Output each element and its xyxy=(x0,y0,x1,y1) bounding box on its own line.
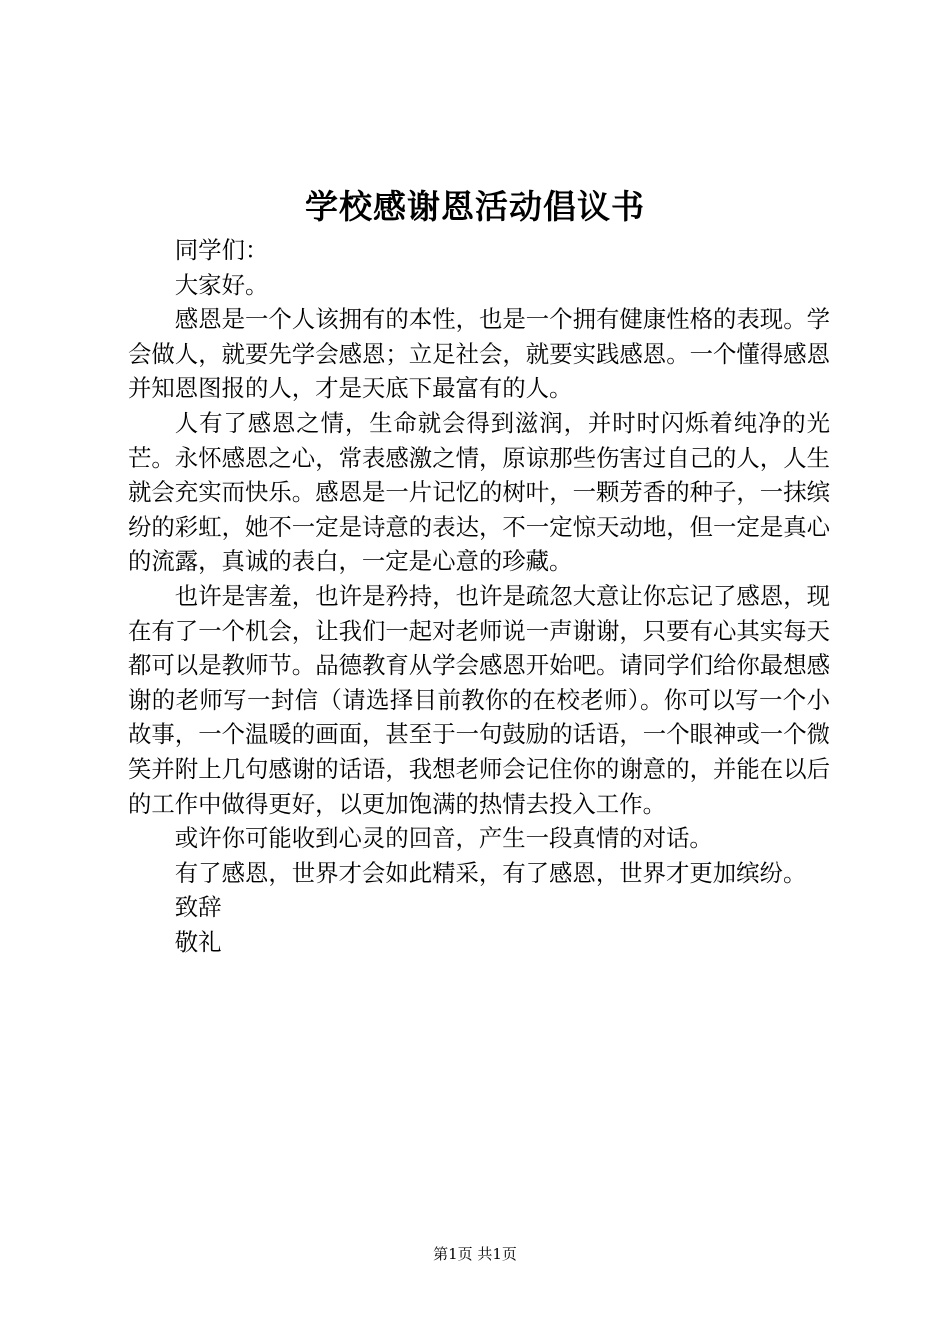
document-body xyxy=(128,233,830,959)
page-number: 第1页 xyxy=(433,1245,473,1263)
document-title: 学校感谢恩活动倡议书 xyxy=(305,187,645,226)
salutation: 同学们： xyxy=(174,236,269,264)
paragraph: 也许是害羞，也许是矜持，也许是疏忽大意让你忘记了感恩，现在有了一个机会，让我们一起对老师说一声谢谢，只要有心其实每天都可以是教师节。品德教育从学会感恩开始吧。请同学们给你最想感谢的老师写一封信（请选择目前教你的在校老师）。你可以写一个小故事，一个温暖的画面，甚至于一句鼓励的话语，一个眼神或一个微笑并附上几句感谢的话语，我想老师会记住你的谢意的，并能在以后的工作中做得更好，以更加饱满的热情去投入工作。 xyxy=(128,581,830,818)
page-footer xyxy=(0,1244,950,1264)
closing-salute: 敬礼 xyxy=(174,927,222,956)
paragraph: 感恩是一个人该拥有的本性，也是一个拥有健康性格的表现。学会做人，就要先学会感恩；立足社会，就要实践感恩。一个懂得感恩并知恩图报的人，才是天底下最富有的人。 xyxy=(128,305,830,403)
closing-line: 致辞 xyxy=(174,893,222,922)
greeting: 大家好。 xyxy=(174,270,269,299)
paragraph: 或许你可能收到心灵的回音，产生一段真情的对话。 xyxy=(174,824,713,853)
page-total: 共1页 xyxy=(477,1245,517,1263)
paragraph: 有了感恩，世界才会如此精采，有了感恩，世界才更加缤纷。 xyxy=(174,858,807,887)
paragraph: 人有了感恩之情，生命就会得到滋润，并时时闪烁着纯净的光芒。永怀感恩之心，常表感激之情，原谅那些伤害过自己的人，人生就会充实而快乐。感恩是一片记忆的树叶，一颗芳香的种子，一抹缤纷的彩虹，她不一定是诗意的表达，不一定惊天动地，但一定是真心的流露，真诚的表白，一定是心意的珍藏。 xyxy=(128,408,830,576)
